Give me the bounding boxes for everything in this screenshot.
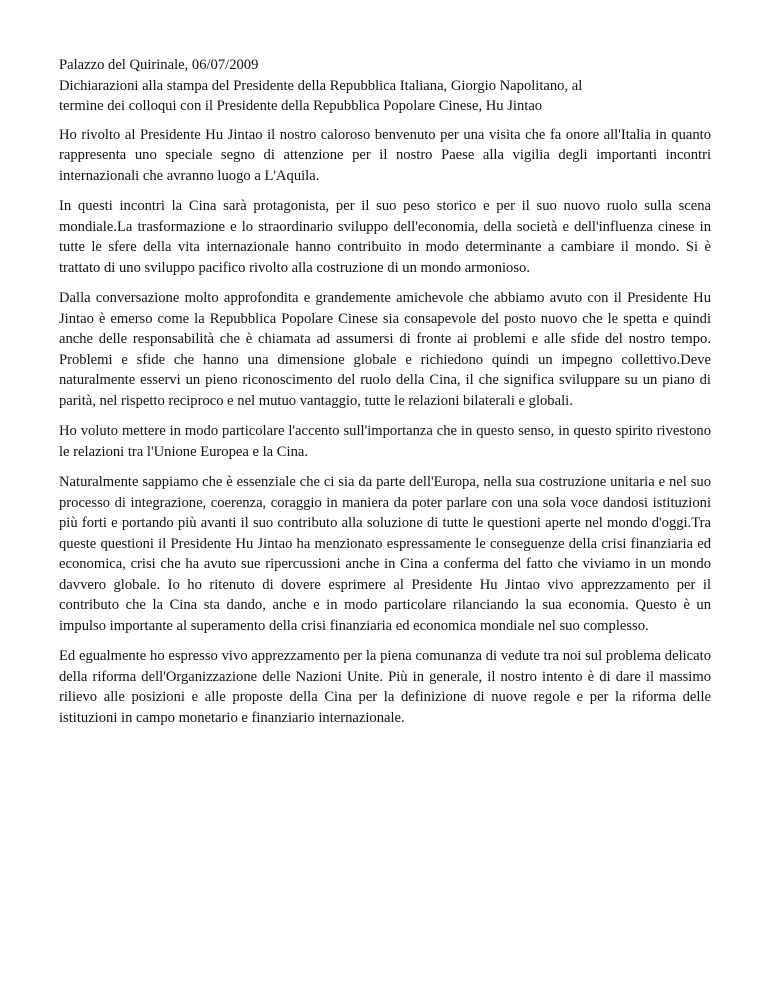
paragraph-1: Ho rivolto al Presidente Hu Jintao il nostro caloroso benvenuto per una visita che fa onore all'Italia in quanto rappresenta uno speciale segno di attenzione per il nostro Paese alla vigilia degli importanti incontri internazionali che avranno luogo a L'Aquila.: [59, 126, 711, 184]
document-title-line-1: Dichiarazioni alla stampa del Presidente della Repubblica Italiana, Giorgio Napolitano, al: [59, 77, 583, 94]
location-date: Palazzo del Quirinale, 06/07/2009: [59, 57, 259, 73]
paragraph-2: In questi incontri la Cina sarà protagonista, per il suo peso storico e per il suo nuovo ruolo sulla scena mondiale.La trasformazione e lo straordinario sviluppo dell'economia, della società e dell'influenza cinese in tutte le sfere della vita internazionale hanno contribuito in modo determinante a cambiare il mondo. Si è trattato di uno sviluppo pacifico rivolto alla costruzione di un mondo armonioso.: [59, 198, 711, 276]
document-body: [59, 125, 711, 729]
document-title-line-2: termine dei colloqui con il Presidente della Repubblica Popolare Cinese, Hu Jintao: [59, 98, 543, 114]
paragraph-6: Ed egualmente ho espresso vivo apprezzamento per la piena comunanza di vedute tra noi sul problema delicato della riforma dell'Organizzazione delle Nazioni Unite. Più in generale, il nostro intento è di dare il massimo rilievo alle posizioni e alle proposte della Cina per la definizione di nuove regole e per la riforma delle istituzioni in campo monetario e finanziario internazionale.: [59, 648, 711, 726]
document-page: [59, 55, 711, 738]
paragraph-3: Dalla conversazione molto approfondita e grandemente amichevole che abbiamo avuto con il Presidente Hu Jintao è emerso come la Repubblica Popolare Cinese sia consapevole del posto nuovo che le spetta e quindi anche delle responsabilità che è chiamata ad assumersi di fronte ai problemi e alle sfide del nostro tempo. Problemi e sfide che hanno una dimensione globale e richiedono quindi un impegno collettivo.Deve naturalmente esservi un pieno riconoscimento del ruolo della Cina, il che significa sviluppare su un piano di parità, nel rispetto reciproco e nel mutuo vantaggio, tutte le relazioni bilaterali e globali.: [59, 290, 711, 409]
paragraph-5: Naturalmente sappiamo che è essenziale che ci sia da parte dell'Europa, nella sua costruzione unitaria e nel suo processo di integrazione, coerenza, coraggio in maniera da poter parlare con una sola voce dandosi istituzioni più forti e portando più avanti il suo contributo alla soluzione di tutte le questioni aperte nel mondo d'oggi.Tra queste questioni il Presidente Hu Jintao ha menzionato espressamente le conseguenze della crisi finanziaria ed economica, crisi che ha avuto sue ripercussioni anche in Cina a conferma del fatto che viviamo in un mondo davvero globale. Io ho ritenuto di dovere esprimere al Presidente Hu Jintao vivo apprezzamento per il contributo che la Cina sta dando, anche e in modo particolare rilanciando la sua economia. Questo è un impulso importante al superamento della crisi finanziaria ed economica mondiale nel suo complesso.: [59, 474, 711, 634]
paragraph-4: Ho voluto mettere in modo particolare l'accento sull'importanza che in questo senso, in questo spirito rivestono le relazioni tra l'Unione Europea e la Cina.: [59, 423, 711, 460]
document-header: [59, 55, 711, 117]
